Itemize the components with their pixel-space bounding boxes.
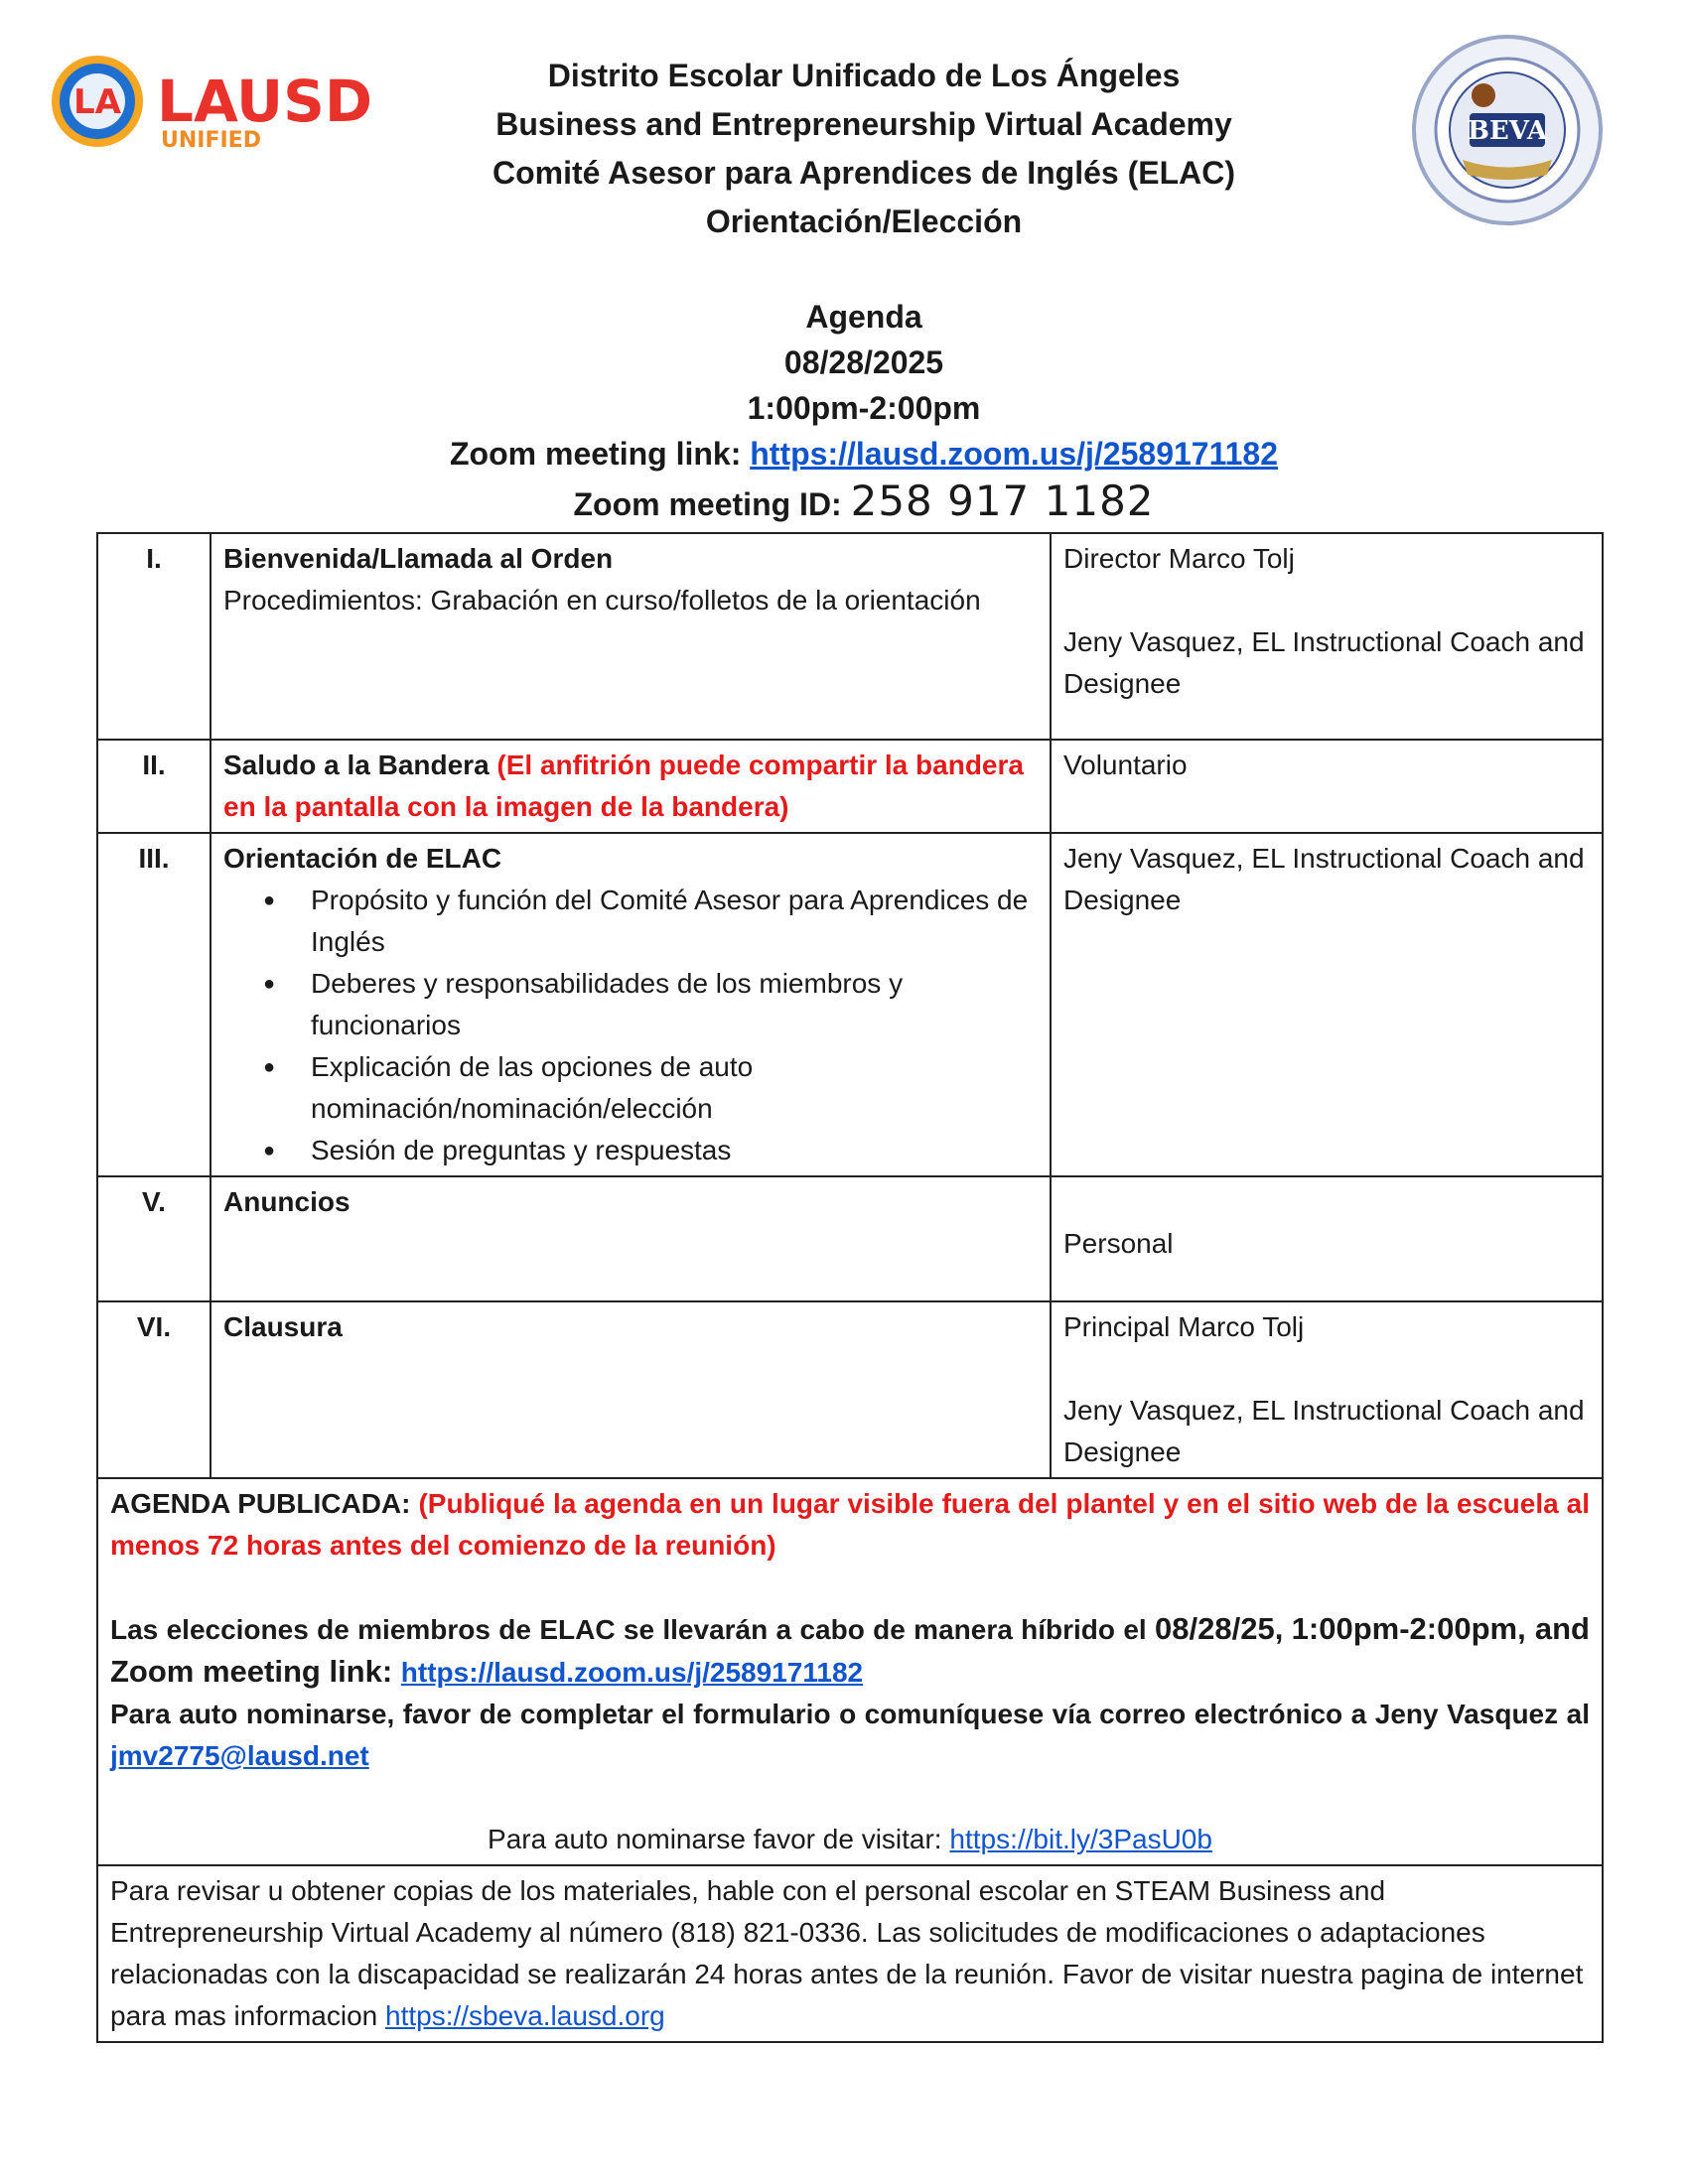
item-owner [1051,1176,1603,1301]
item-note: (El anfitrión puede compartir la bandera en la pantalla con la imagen de la bandera) [223,750,1024,822]
elections-notice [110,1608,1590,1694]
posted-label: AGENDA PUBLICADA: [110,1488,419,1519]
footer-cell [97,1865,1603,2042]
document-header [377,52,1350,246]
item-topic [211,1301,1051,1478]
item-topic [211,833,1051,1176]
lausd-logo [50,52,387,151]
item-number: V. [97,1176,211,1301]
posted-notice [110,1483,1590,1567]
nomination-form-link[interactable]: https://bit.ly/3PasU0b [949,1824,1212,1854]
owner-name: Jeny Vasquez, EL Instructional Coach and Designee [1063,1395,1585,1467]
item-title: Orientación de ELAC [223,843,502,874]
agenda-title: Agenda [805,299,922,335]
agenda-row [97,1301,1603,1478]
item-title: Anuncios [223,1186,351,1217]
item-owner [1051,533,1603,740]
district-name: Distrito Escolar Unificado de Los Ángeles [547,58,1181,93]
item-number: VI. [97,1301,211,1478]
svg-text:LA: LA [73,82,121,122]
item-title: Clausura [223,1311,343,1342]
nominate-notice [110,1694,1590,1777]
email-link[interactable]: jmv2775@lausd.net [110,1740,369,1771]
agenda-row [97,833,1603,1176]
footer-row [97,1865,1603,2042]
item-number: II. [97,740,211,833]
item-topic [211,533,1051,740]
visit-text: Para auto nominarse favor de visitar: [488,1824,950,1854]
lausd-logo-subtext: UNIFIED [161,128,261,151]
item-number: III. [97,833,211,1176]
elections-time: 1:00pm-2:00pm, and Zoom meeting link: [110,1611,1590,1689]
agenda-row [97,740,1603,833]
owner-name: Jeny Vasquez, EL Instructional Coach and Designee [1063,843,1585,915]
school-name: Business and Entrepreneurship Virtual Academy [495,106,1232,142]
posted-note: (Publiqué la agenda en un lugar visible fuera del plantel y en el sitio web de la escuela al menos 72 horas antes del comienzo de la reunión) [110,1488,1590,1561]
item-title: Saludo a la Bandera [223,750,497,780]
bullet-item: ● Propósito y función del Comité Asesor para Aprendices de Inglés [311,880,1038,963]
zoom-id-line [298,478,1430,527]
owner-name: Principal Marco Tolj [1063,1311,1305,1342]
agenda-date: 08/28/2025 [783,344,944,380]
item-owner [1051,833,1603,1176]
owner-name: Voluntario [1063,750,1188,780]
item-title: Bienvenida/Llamada al Orden [223,543,614,574]
item-number: I. [97,533,211,740]
owner-name: Jeny Vasquez, EL Instructional Coach and Designee [1063,626,1585,699]
agenda-row [97,533,1603,740]
item-topic [211,1176,1051,1301]
elections-date: 08/28/25, [1155,1611,1284,1646]
meeting-type: Orientación/Elección [705,204,1023,239]
committee-name: Comité Asesor para Aprendices de Inglés (ELAC) [492,155,1236,191]
school-website-link[interactable]: https://sbeva.lausd.org [385,2000,665,2031]
zoom-link-line [298,431,1430,477]
item-owner [1051,740,1603,833]
footer-text: Para revisar u obtener copias de los materiales, hable con el personal escolar en STEAM Business and Entrepreneurship Virtual Academy al número (818) 821-0336. Las solicitudes de modificaciones o adaptaciones relacionadas con la discapacidad se realizarán 24 horas antes de la reunión. Favor de visitar nuestra pagina de internet para mas informacion [110,1875,1584,2031]
bullet-item: ● Deberes y responsabilidades de los miembros y funcionarios [311,963,1038,1046]
owner-name: Personal [1063,1228,1174,1259]
agenda-table [96,532,1604,2043]
agenda-row [97,1176,1603,1301]
bullet-item: ● Sesión de preguntas y respuestas [311,1130,1038,1171]
zoom-link[interactable]: https://lausd.zoom.us/j/2589171182 [750,436,1278,472]
lausd-logo-text: LAUSD [157,68,373,135]
item-detail: Procedimientos: Grabación en curso/folletos de la orientación [223,585,981,615]
item-topic [211,740,1051,833]
notice-row [97,1478,1603,1865]
item-owner [1051,1301,1603,1478]
nominate-text: Para auto nominarse, favor de completar el formulario o comuníquese vía correo electrónico a Jeny Vasquez al [110,1699,1590,1729]
zoom-link-label: Zoom meeting link: [450,436,751,472]
zoom-id: 258 917 1182 [850,477,1155,525]
beva-seal [1408,26,1607,234]
beva-seal-text: BEVA [1467,116,1548,146]
elections-text: Las elecciones de miembros de ELAC se llevarán a cabo de manera híbrido el [110,1614,1156,1645]
notice-cell [97,1478,1603,1865]
agenda-info [298,294,1430,527]
visit-line [110,1819,1590,1860]
zoom-id-label: Zoom meeting ID: [573,486,851,522]
bullet-item: ● Explicación de las opciones de auto nominación/nominación/elección [311,1046,1038,1130]
agenda-time: 1:00pm-2:00pm [747,390,981,426]
item-bullets [223,880,1038,1171]
elections-zoom-link[interactable]: https://lausd.zoom.us/j/2589171182 [400,1657,864,1688]
owner-name: Director Marco Tolj [1063,543,1295,574]
